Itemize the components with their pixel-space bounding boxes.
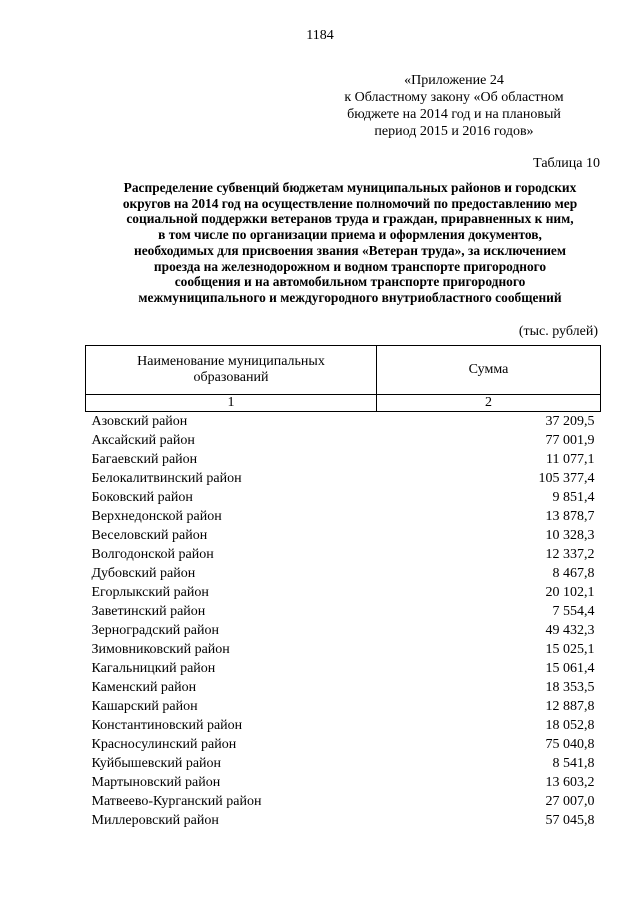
municipality-name: Верхнедонской район xyxy=(91,509,222,524)
document-title-line: сообщения и на автомобильном транспорте пригородного xyxy=(174,274,526,290)
table-row xyxy=(86,659,601,678)
subvention-amount: 8 467,8 xyxy=(552,566,595,581)
municipality-name: Белокалитвинский район xyxy=(91,471,242,486)
municipality-name: Миллеровский район xyxy=(91,813,219,828)
document-title-line: необходимых для присвоения звания «Ветеран труда», за исключением xyxy=(133,242,567,258)
subvention-amount: 27 007,0 xyxy=(545,794,595,809)
municipality-name: Волгодонской район xyxy=(91,547,214,562)
document-title-line: в том числе по организации приема и оформления документов, xyxy=(158,227,542,243)
municipality-name: Заветинский район xyxy=(91,604,206,619)
table-row xyxy=(86,773,601,792)
table-row xyxy=(86,450,601,469)
municipality-name: Дубовский район xyxy=(91,566,196,581)
table-row xyxy=(86,507,601,526)
municipality-name: Кагальницкий район xyxy=(91,661,216,676)
subvention-amount: 8 541,8 xyxy=(552,756,595,771)
subvention-amount: 49 432,3 xyxy=(545,623,595,638)
subvention-amount: 15 061,4 xyxy=(545,661,595,676)
subvention-amount: 77 001,9 xyxy=(545,433,595,448)
table-row xyxy=(86,716,601,735)
municipality-name: Константиновский район xyxy=(91,718,243,733)
appendix-line: «Приложение 24 xyxy=(404,73,504,88)
subvention-amount: 15 025,1 xyxy=(545,642,595,657)
table-row xyxy=(86,526,601,545)
table-label: Таблица 10 xyxy=(533,156,600,171)
table-column-number-row xyxy=(86,395,601,412)
municipality-name: Боковский район xyxy=(91,490,193,505)
subvention-amount: 75 040,8 xyxy=(545,737,595,752)
header-municipality-line: Наименование муниципальных xyxy=(137,354,325,369)
subvention-amount: 13 878,7 xyxy=(545,509,595,524)
subvention-amount: 9 851,4 xyxy=(552,490,595,505)
subvention-amount: 57 045,8 xyxy=(545,813,595,828)
appendix-line: период 2015 и 2016 годов» xyxy=(374,124,534,139)
table-row xyxy=(86,621,601,640)
page-number: 1184 xyxy=(306,28,334,43)
table-row xyxy=(86,792,601,811)
subvention-amount: 11 077,1 xyxy=(546,452,595,467)
subvention-amount: 10 328,3 xyxy=(545,528,595,543)
municipality-name: Веселовский район xyxy=(91,528,208,543)
document-title-line: Распределение субвенций бюджетам муниципальных районов и городских xyxy=(123,180,577,195)
subvention-amount: 7 554,4 xyxy=(552,604,595,619)
table-row xyxy=(86,488,601,507)
column-number: 2 xyxy=(377,395,601,412)
table-row xyxy=(86,811,601,830)
municipality-name: Егорлыкский район xyxy=(91,585,209,600)
column-number: 1 xyxy=(86,395,377,412)
document-title-line: социальной поддержки ветеранов труда и граждан, приравненных к ним, xyxy=(126,211,574,227)
header-sum: Сумма xyxy=(377,346,601,395)
municipality-name: Каменский район xyxy=(91,680,197,695)
table-row xyxy=(86,640,601,659)
municipality-name: Кашарский район xyxy=(91,699,198,714)
subvention-amount: 37 209,5 xyxy=(545,414,595,429)
header-municipality xyxy=(86,346,377,395)
document-title-line: проезда на железнодорожном и водном транспорте пригородного xyxy=(153,258,547,274)
subvention-amount: 12 887,8 xyxy=(545,699,595,714)
table-row xyxy=(86,564,601,583)
table-row xyxy=(86,431,601,450)
municipality-name: Аксайский район xyxy=(91,433,195,448)
appendix-line: бюджете на 2014 год и на плановый xyxy=(347,107,561,122)
document-title-line: межмуниципального и междугородного внутриобластного сообщений xyxy=(138,289,562,305)
municipality-name: Зерноградский район xyxy=(91,623,219,638)
municipality-name: Матвеево-Курганский район xyxy=(91,794,262,809)
subvention-amount: 13 603,2 xyxy=(545,775,595,790)
table-row xyxy=(86,754,601,773)
table-row xyxy=(86,602,601,621)
table-row xyxy=(86,678,601,697)
municipality-name: Багаевский район xyxy=(91,452,198,467)
table-row xyxy=(86,735,601,754)
municipality-name: Куйбышевский район xyxy=(91,756,222,771)
table-header-row xyxy=(86,346,601,395)
header-municipality-line: образований xyxy=(193,370,269,385)
appendix-line: к Областному закону «Об областном xyxy=(344,90,564,105)
table-body xyxy=(86,412,601,831)
subvention-amount: 105 377,4 xyxy=(538,471,595,486)
subvention-amount: 20 102,1 xyxy=(545,585,595,600)
document-title xyxy=(60,180,640,306)
appendix-reference xyxy=(320,72,588,140)
subvention-amount: 18 052,8 xyxy=(545,718,595,733)
units-label: (тыс. рублей) xyxy=(518,324,598,339)
municipality-name: Красносулинский район xyxy=(91,737,237,752)
table-row xyxy=(86,545,601,564)
document-title-line: округов на 2014 год на осуществление полномочий по предоставлению мер xyxy=(122,195,578,211)
municipality-name: Мартыновский район xyxy=(91,775,221,790)
subvention-amount: 18 353,5 xyxy=(545,680,595,695)
subvention-table xyxy=(85,345,601,830)
subvention-amount: 12 337,2 xyxy=(545,547,595,562)
table-row xyxy=(86,583,601,602)
municipality-name: Зимовниковский район xyxy=(91,642,230,657)
municipality-name: Азовский район xyxy=(91,414,188,429)
table-row xyxy=(86,697,601,716)
table-row xyxy=(86,469,601,488)
table-row xyxy=(86,412,601,432)
